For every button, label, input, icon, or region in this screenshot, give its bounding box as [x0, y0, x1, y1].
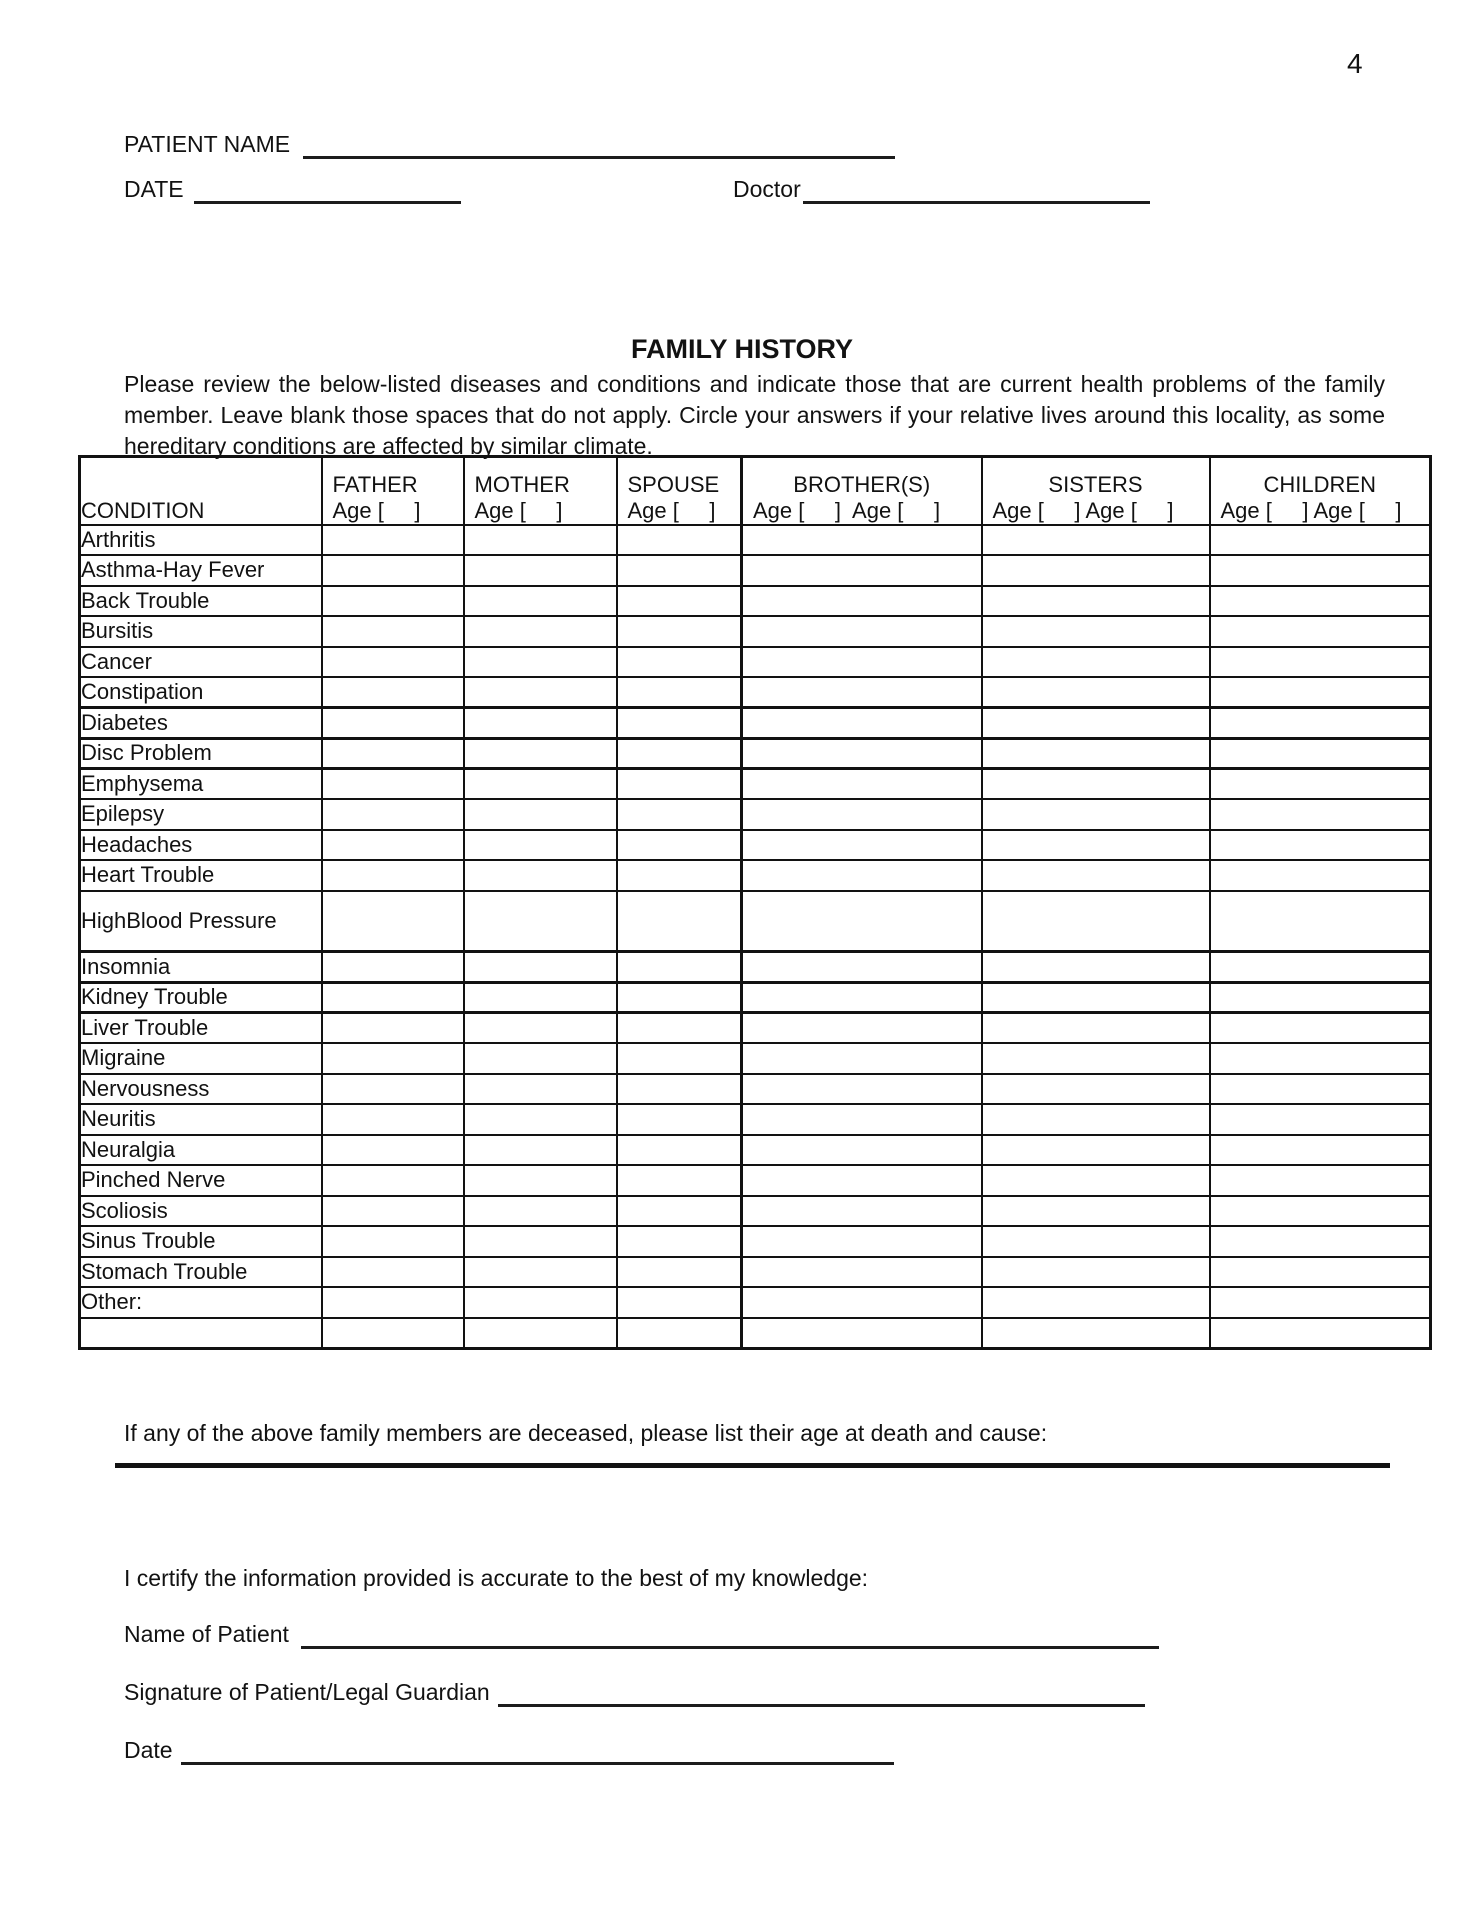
table-row	[80, 708, 1431, 739]
brothers-age-cell[interactable]	[742, 799, 982, 830]
condition-cell: Headaches	[80, 830, 322, 861]
spouse-age-cell[interactable]	[617, 891, 742, 952]
brothers-age-cell[interactable]	[742, 586, 982, 617]
family-history-table	[78, 455, 1432, 1350]
mother-age-cell[interactable]	[464, 525, 617, 556]
spouse-age-cell[interactable]	[617, 586, 742, 617]
table-row	[80, 1043, 1431, 1074]
table-row	[80, 586, 1431, 617]
sisters-age-cell[interactable]	[982, 830, 1210, 861]
brothers-age-cell[interactable]	[742, 891, 982, 952]
spouse-age-cell[interactable]	[617, 1165, 742, 1196]
sisters-age-cell[interactable]	[982, 616, 1210, 647]
condition-cell: Disc Problem	[80, 738, 322, 769]
spouse-age-cell[interactable]	[617, 555, 742, 586]
spouse-age-cell[interactable]	[617, 769, 742, 800]
father-age-cell[interactable]	[322, 1104, 464, 1135]
condition-cell: Neuralgia	[80, 1135, 322, 1166]
children-age-cell[interactable]	[1210, 1165, 1431, 1196]
spouse-age-cell[interactable]	[617, 1226, 742, 1257]
brothers-label: BROTHER(S)	[793, 471, 931, 497]
father-age-cell[interactable]	[322, 647, 464, 678]
mother-age-cell[interactable]	[464, 830, 617, 861]
spouse-age-cell[interactable]	[617, 1196, 742, 1227]
father-age-cell[interactable]	[322, 1013, 464, 1044]
mother-age-cell[interactable]	[464, 616, 617, 647]
father-age-cell[interactable]	[322, 555, 464, 586]
father-age-cell[interactable]	[322, 677, 464, 708]
date-doctor-row	[124, 175, 1385, 204]
condition-cell: Asthma-Hay Fever	[80, 555, 322, 586]
father-age-cell[interactable]	[322, 982, 464, 1013]
children-age-cell[interactable]	[1210, 677, 1431, 708]
spouse-age-cell[interactable]	[617, 1013, 742, 1044]
column-header-spouse	[617, 457, 742, 525]
doctor-label: Doctor	[733, 176, 801, 202]
children-age-cell[interactable]	[1210, 708, 1431, 739]
brothers-age-cell[interactable]	[742, 677, 982, 708]
condition-cell: Diabetes	[80, 708, 322, 739]
page-number: 4	[1347, 48, 1363, 79]
father-age-brackets: Age [ ]	[332, 497, 421, 523]
father-age-cell[interactable]	[322, 860, 464, 891]
certify-text: I certify the information provided is accurate to the best of my knowledge:	[124, 1565, 869, 1591]
column-header-children	[1210, 457, 1431, 525]
mother-age-cell[interactable]	[464, 586, 617, 617]
deceased-prompt: If any of the above family members are deceased, please list their age at death and cause:	[124, 1420, 1048, 1446]
brothers-age-cell[interactable]	[742, 982, 982, 1013]
brothers-age-cell[interactable]	[742, 769, 982, 800]
condition-cell: Bursitis	[80, 616, 322, 647]
date-signed-label: Date	[124, 1737, 173, 1763]
condition-cell: Sinus Trouble	[80, 1226, 322, 1257]
brothers-age-cell[interactable]	[742, 525, 982, 556]
signature-row	[124, 1678, 1145, 1707]
brothers-age-cell[interactable]	[742, 1074, 982, 1105]
mother-age-cell[interactable]	[464, 1196, 617, 1227]
condition-cell: Pinched Nerve	[80, 1165, 322, 1196]
brothers-age-cell[interactable]	[742, 1104, 982, 1135]
signature-label: Signature of Patient/Legal Guardian	[124, 1679, 490, 1705]
brothers-age-brackets: Age [ ] Age [ ]	[753, 497, 941, 523]
condition-cell: HighBlood Pressure	[80, 891, 322, 952]
table-row	[80, 525, 1431, 556]
father-age-cell[interactable]	[322, 799, 464, 830]
spouse-age-cell[interactable]	[617, 525, 742, 556]
sisters-age-cell[interactable]	[982, 982, 1210, 1013]
children-age-cell[interactable]	[1210, 1104, 1431, 1135]
sisters-age-cell[interactable]	[982, 1135, 1210, 1166]
table-row	[80, 1013, 1431, 1044]
sisters-age-cell[interactable]	[982, 708, 1210, 739]
children-age-cell[interactable]	[1210, 860, 1431, 891]
mother-age-cell[interactable]	[464, 1287, 617, 1318]
mother-age-cell[interactable]	[464, 647, 617, 678]
brothers-age-cell[interactable]	[742, 616, 982, 647]
doctor-field[interactable]	[803, 175, 1150, 204]
table-row	[80, 616, 1431, 647]
brothers-age-cell[interactable]	[742, 647, 982, 678]
sisters-age-cell[interactable]	[982, 677, 1210, 708]
sisters-age-cell[interactable]	[982, 586, 1210, 617]
condition-cell: Back Trouble	[80, 586, 322, 617]
form-title: FAMILY HISTORY	[630, 334, 854, 364]
children-age-cell[interactable]	[1210, 1135, 1431, 1166]
children-age-cell[interactable]	[1210, 1257, 1431, 1288]
table-row	[80, 769, 1431, 800]
children-age-cell[interactable]	[1210, 525, 1431, 556]
brothers-age-cell[interactable]	[742, 1257, 982, 1288]
patient-name-field[interactable]	[303, 130, 895, 159]
spouse-age-cell[interactable]	[617, 860, 742, 891]
father-age-cell[interactable]	[322, 1318, 464, 1349]
table-row	[80, 830, 1431, 861]
mother-age-cell[interactable]	[464, 952, 617, 983]
patient-name-label: PATIENT NAME	[124, 131, 291, 157]
sisters-age-brackets: Age [ ] Age [ ]	[992, 497, 1174, 523]
mother-label: MOTHER	[474, 471, 570, 497]
mother-age-cell[interactable]	[464, 891, 617, 952]
condition-cell: Constipation	[80, 677, 322, 708]
sisters-age-cell[interactable]	[982, 1257, 1210, 1288]
father-age-cell[interactable]	[322, 952, 464, 983]
children-age-cell[interactable]	[1210, 1013, 1431, 1044]
spouse-age-cell[interactable]	[617, 799, 742, 830]
sisters-label: SISTERS	[1048, 471, 1143, 497]
father-age-cell[interactable]	[322, 1165, 464, 1196]
brothers-age-cell[interactable]	[742, 1196, 982, 1227]
mother-age-cell[interactable]	[464, 708, 617, 739]
column-header-father	[322, 457, 464, 525]
father-label: FATHER	[332, 471, 418, 497]
mother-age-cell[interactable]	[464, 982, 617, 1013]
brothers-age-cell[interactable]	[742, 860, 982, 891]
signature-field[interactable]	[498, 1678, 1145, 1707]
sisters-age-cell[interactable]	[982, 738, 1210, 769]
sisters-age-cell[interactable]	[982, 952, 1210, 983]
father-age-cell[interactable]	[322, 1226, 464, 1257]
condition-cell: Cancer	[80, 647, 322, 678]
sisters-age-cell[interactable]	[982, 1043, 1210, 1074]
children-age-cell[interactable]	[1210, 1226, 1431, 1257]
children-age-cell[interactable]	[1210, 1196, 1431, 1227]
name-of-patient-row	[124, 1620, 1159, 1649]
mother-age-cell[interactable]	[464, 1135, 617, 1166]
spouse-age-cell[interactable]	[617, 1287, 742, 1318]
condition-cell: Emphysema	[80, 769, 322, 800]
doctor-group	[733, 175, 1150, 204]
table-row	[80, 1196, 1431, 1227]
children-age-cell[interactable]	[1210, 769, 1431, 800]
spouse-age-cell[interactable]	[617, 830, 742, 861]
date-label: DATE	[124, 176, 184, 202]
table-row	[80, 860, 1431, 891]
condition-cell: Migraine	[80, 1043, 322, 1074]
brothers-age-cell[interactable]	[742, 1043, 982, 1074]
children-age-cell[interactable]	[1210, 1043, 1431, 1074]
brothers-age-cell[interactable]	[742, 555, 982, 586]
children-age-cell[interactable]	[1210, 830, 1431, 861]
brothers-age-cell[interactable]	[742, 708, 982, 739]
children-label: CHILDREN	[1263, 471, 1376, 497]
table-row	[80, 1257, 1431, 1288]
sisters-age-cell[interactable]	[982, 1165, 1210, 1196]
sisters-age-cell[interactable]	[982, 647, 1210, 678]
brothers-age-cell[interactable]	[742, 1318, 982, 1349]
mother-age-cell[interactable]	[464, 677, 617, 708]
spouse-age-cell[interactable]	[617, 952, 742, 983]
children-age-cell[interactable]	[1210, 982, 1431, 1013]
spouse-age-cell[interactable]	[617, 616, 742, 647]
date-signed-field[interactable]	[181, 1736, 894, 1765]
spouse-age-cell[interactable]	[617, 738, 742, 769]
sisters-age-cell[interactable]	[982, 1226, 1210, 1257]
mother-age-brackets: Age [ ]	[474, 497, 563, 523]
brothers-age-cell[interactable]	[742, 830, 982, 861]
spouse-age-brackets: Age [ ]	[627, 497, 716, 523]
condition-cell: Epilepsy	[80, 799, 322, 830]
father-age-cell[interactable]	[322, 525, 464, 556]
father-age-cell[interactable]	[322, 616, 464, 647]
children-age-cell[interactable]	[1210, 616, 1431, 647]
mother-age-cell[interactable]	[464, 1226, 617, 1257]
spouse-age-cell[interactable]	[617, 647, 742, 678]
spouse-age-cell[interactable]	[617, 708, 742, 739]
mother-age-cell[interactable]	[464, 1043, 617, 1074]
sisters-age-cell[interactable]	[982, 1104, 1210, 1135]
mother-age-cell[interactable]	[464, 555, 617, 586]
intro-text: Please review the below-listed diseases and conditions and indicate those that are current health problems of the family member. Leave blank those spaces that do not apply. Circle your answers if your relative lives around this locality, as some hereditary conditions are affected by similar climate.	[124, 371, 1385, 459]
table-row	[80, 1287, 1431, 1318]
children-age-cell[interactable]	[1210, 799, 1431, 830]
name-of-patient-field[interactable]	[301, 1620, 1159, 1649]
condition-cell: Insomnia	[80, 952, 322, 983]
date-signed-row	[124, 1736, 894, 1765]
table-row	[80, 647, 1431, 678]
sisters-age-cell[interactable]	[982, 555, 1210, 586]
patient-name-row	[124, 130, 895, 159]
condition-cell: Neuritis	[80, 1104, 322, 1135]
brothers-age-cell[interactable]	[742, 738, 982, 769]
column-header-mother	[464, 457, 617, 525]
children-age-cell[interactable]	[1210, 952, 1431, 983]
mother-age-cell[interactable]	[464, 1104, 617, 1135]
condition-cell: Other:	[80, 1287, 322, 1318]
table-row	[80, 799, 1431, 830]
mother-age-cell[interactable]	[464, 738, 617, 769]
condition-cell: Arthritis	[80, 525, 322, 556]
father-age-cell[interactable]	[322, 830, 464, 861]
brothers-age-cell[interactable]	[742, 1226, 982, 1257]
table-row	[80, 555, 1431, 586]
mother-age-cell[interactable]	[464, 1318, 617, 1349]
brothers-age-cell[interactable]	[742, 1287, 982, 1318]
table-row	[80, 1165, 1431, 1196]
father-age-cell[interactable]	[322, 1257, 464, 1288]
table-row	[80, 891, 1431, 952]
mother-age-cell[interactable]	[464, 769, 617, 800]
condition-cell	[80, 1318, 322, 1349]
sisters-age-cell[interactable]	[982, 1318, 1210, 1349]
condition-cell: Nervousness	[80, 1074, 322, 1105]
table-row	[80, 1104, 1431, 1135]
father-age-cell[interactable]	[322, 1074, 464, 1105]
sisters-age-cell[interactable]	[982, 1013, 1210, 1044]
father-age-cell[interactable]	[322, 1287, 464, 1318]
table-row	[80, 1226, 1431, 1257]
spouse-age-cell[interactable]	[617, 677, 742, 708]
brothers-age-cell[interactable]	[742, 1165, 982, 1196]
father-age-cell[interactable]	[322, 708, 464, 739]
condition-cell: Scoliosis	[80, 1196, 322, 1227]
date-field[interactable]	[194, 175, 461, 204]
mother-age-cell[interactable]	[464, 1013, 617, 1044]
brothers-age-cell[interactable]	[742, 1135, 982, 1166]
table-row	[80, 738, 1431, 769]
condition-cell: Stomach Trouble	[80, 1257, 322, 1288]
sisters-age-cell[interactable]	[982, 891, 1210, 952]
mother-age-cell[interactable]	[464, 860, 617, 891]
spouse-age-cell[interactable]	[617, 1043, 742, 1074]
spouse-label: SPOUSE	[627, 471, 720, 497]
condition-cell: Kidney Trouble	[80, 982, 322, 1013]
children-age-cell[interactable]	[1210, 738, 1431, 769]
sisters-age-cell[interactable]	[982, 1074, 1210, 1105]
column-header-sisters	[982, 457, 1210, 525]
mother-age-cell[interactable]	[464, 799, 617, 830]
children-age-cell[interactable]	[1210, 891, 1431, 952]
spouse-age-cell[interactable]	[617, 1104, 742, 1135]
brothers-age-cell[interactable]	[742, 1013, 982, 1044]
father-age-cell[interactable]	[322, 1196, 464, 1227]
children-age-cell[interactable]	[1210, 555, 1431, 586]
mother-age-cell[interactable]	[464, 1165, 617, 1196]
table-row	[80, 677, 1431, 708]
table-row	[80, 952, 1431, 983]
spouse-age-cell[interactable]	[617, 1074, 742, 1105]
table-row	[80, 1135, 1431, 1166]
table-row	[80, 1318, 1431, 1349]
father-age-cell[interactable]	[322, 1043, 464, 1074]
sisters-age-cell[interactable]	[982, 769, 1210, 800]
spouse-age-cell[interactable]	[617, 1135, 742, 1166]
deceased-answer-line[interactable]	[115, 1463, 1390, 1468]
sisters-age-cell[interactable]	[982, 525, 1210, 556]
sisters-age-cell[interactable]	[982, 860, 1210, 891]
spouse-age-cell[interactable]	[617, 1318, 742, 1349]
sisters-age-cell[interactable]	[982, 1196, 1210, 1227]
spouse-age-cell[interactable]	[617, 982, 742, 1013]
spouse-age-cell[interactable]	[617, 1257, 742, 1288]
condition-cell: Heart Trouble	[80, 860, 322, 891]
mother-age-cell[interactable]	[464, 1074, 617, 1105]
column-header-condition: CONDITION	[80, 457, 322, 525]
condition-cell: Liver Trouble	[80, 1013, 322, 1044]
name-of-patient-label: Name of Patient	[124, 1621, 289, 1647]
children-age-brackets: Age [ ] Age [ ]	[1220, 497, 1402, 523]
children-age-cell[interactable]	[1210, 586, 1431, 617]
father-age-cell[interactable]	[322, 891, 464, 952]
table-header-row	[80, 457, 1431, 525]
father-age-cell[interactable]	[322, 586, 464, 617]
father-age-cell[interactable]	[322, 769, 464, 800]
table-row	[80, 982, 1431, 1013]
father-age-cell[interactable]	[322, 1135, 464, 1166]
mother-age-cell[interactable]	[464, 1257, 617, 1288]
children-age-cell[interactable]	[1210, 1287, 1431, 1318]
father-age-cell[interactable]	[322, 738, 464, 769]
children-age-cell[interactable]	[1210, 1074, 1431, 1105]
children-age-cell[interactable]	[1210, 1318, 1431, 1349]
table-row	[80, 1074, 1431, 1105]
column-header-brothers	[742, 457, 982, 525]
sisters-age-cell[interactable]	[982, 1287, 1210, 1318]
brothers-age-cell[interactable]	[742, 952, 982, 983]
children-age-cell[interactable]	[1210, 647, 1431, 678]
sisters-age-cell[interactable]	[982, 799, 1210, 830]
